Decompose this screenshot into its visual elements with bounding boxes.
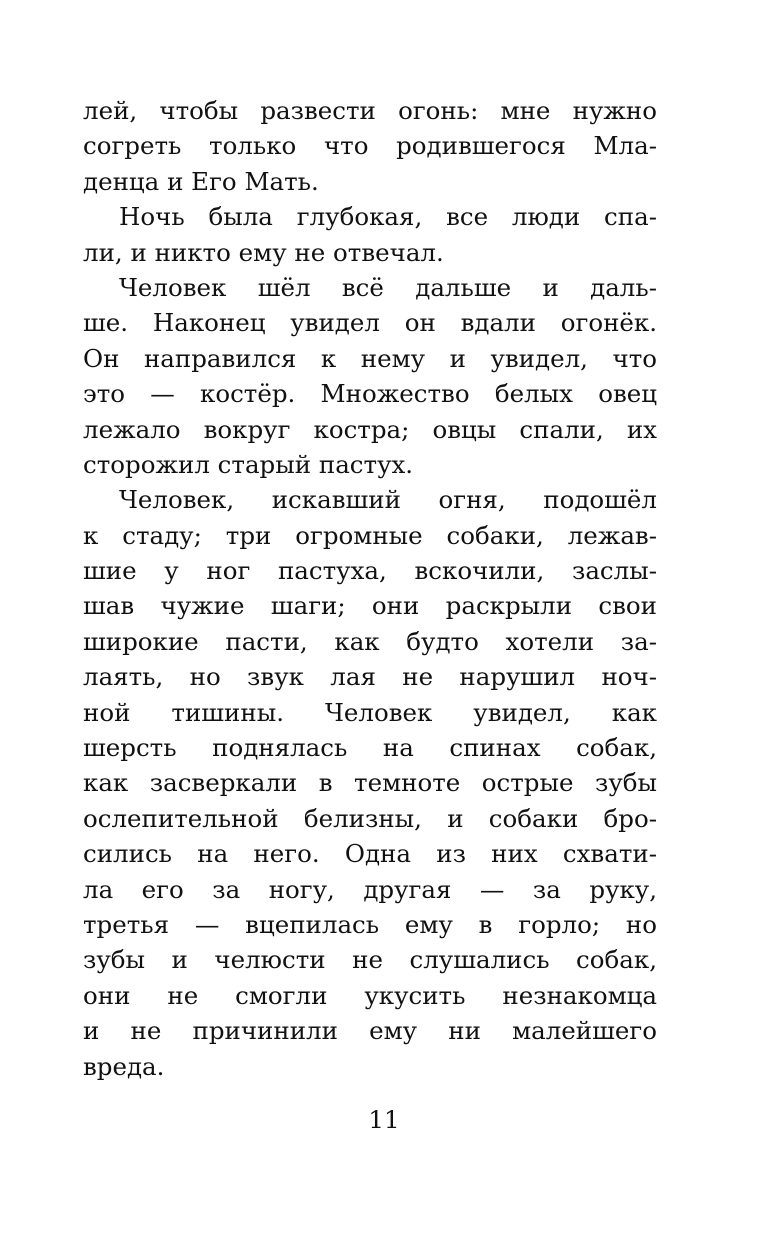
text-line: сились на него. Одна из них схвати- <box>83 839 657 869</box>
text-line: согреть только что родившегося Мла- <box>83 131 657 161</box>
text-line: Человек, искавший огня, подошёл <box>119 485 657 515</box>
paragraph <box>83 93 657 199</box>
text-line: ли, и никто ему не отвечал. <box>83 237 444 267</box>
text-line: как засверкали в темноте острые зубы <box>83 768 657 798</box>
text-line: Ночь была глубокая, все люди спа- <box>119 202 657 232</box>
text-line: к стаду; три огромные собаки, лежав- <box>83 520 657 550</box>
text-line: и не причинили ему ни малейшего <box>83 1016 657 1046</box>
text-line: третья — вцепилась ему в горло; но <box>83 909 657 939</box>
paragraph <box>83 199 657 270</box>
text-line: ла его за ногу, другая — за руку, <box>83 874 657 904</box>
page-number: 11 <box>368 1105 400 1134</box>
text-line: лей, чтобы развести огонь: мне нужно <box>83 96 657 125</box>
text-line: ше. Наконец увидел он вдали огонёк. <box>83 308 657 338</box>
text-line: ной тишины. Человек увидел, как <box>83 697 657 727</box>
text-line: сторожил старый пастух. <box>83 449 414 479</box>
paragraph <box>83 482 657 1084</box>
text-line: лаять, но звук лая не нарушил ноч- <box>83 662 657 692</box>
text-line: шав чужие шаги; они раскрыли свои <box>83 591 657 621</box>
text-line: шие у ног пастуха, вскочили, заслы- <box>83 556 657 586</box>
text-line: зубы и челюсти не слушались собак, <box>83 945 657 975</box>
text-line: широкие пасти, как будто хотели за- <box>83 626 657 656</box>
text-line: вреда. <box>83 1051 165 1081</box>
text-line: это — костёр. Множество белых овец <box>83 379 657 409</box>
text-line: денца и Его Мать. <box>83 166 319 196</box>
paragraph <box>83 270 657 482</box>
text-line: лежало вокруг костра; овцы спали, их <box>83 414 657 444</box>
page-body <box>83 93 657 1084</box>
text-line: шерсть поднялась на спинах собак, <box>83 733 657 763</box>
text-line: Он направился к нему и увидел, что <box>83 343 657 373</box>
text-line: ослепительной белизны, и собаки бро- <box>83 803 657 833</box>
text-line: они не смогли укусить незнакомца <box>83 980 657 1010</box>
text-line: Человек шёл всё дальше и даль- <box>119 272 657 302</box>
